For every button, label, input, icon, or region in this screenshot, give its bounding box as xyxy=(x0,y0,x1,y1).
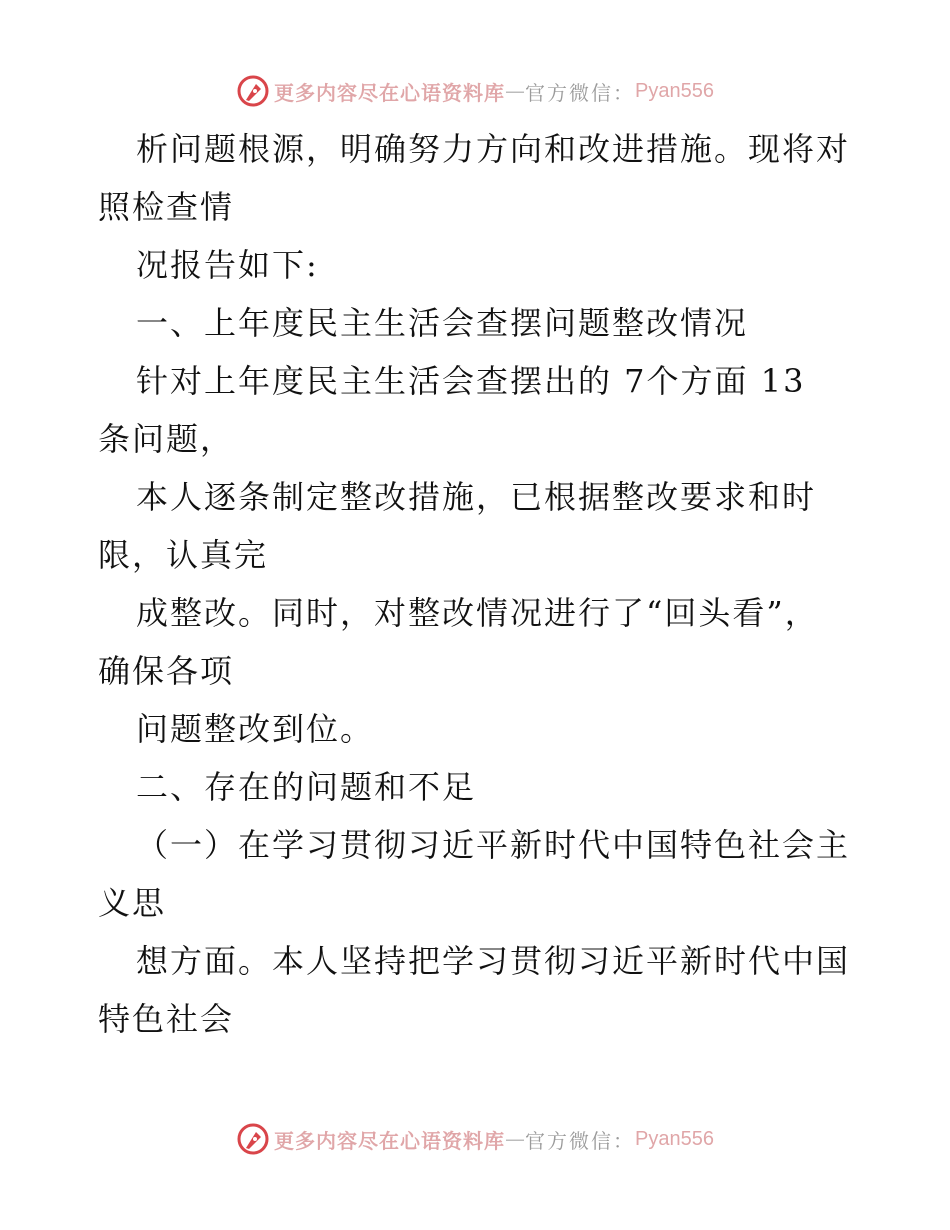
watermark-sub-text: 官方微信： xyxy=(525,80,636,105)
text-line: 本人逐条制定整改措施，已根据整改要求和时 xyxy=(136,478,817,516)
section-heading: 二、存在的问题和不足 xyxy=(136,768,477,806)
text-line: 况报告如下: xyxy=(136,246,319,284)
watermark-dash: — xyxy=(505,79,526,103)
text-line: 针对上年度民主生活会查摆出的 7个方面 13 xyxy=(136,362,806,400)
pen-nib-logo-icon xyxy=(236,1122,270,1156)
text-line: 条问题， xyxy=(98,420,235,458)
watermark-dash: — xyxy=(505,1127,526,1151)
text-line: 想方面。本人坚持把学习贯彻习近平新时代中国 xyxy=(136,942,851,980)
pen-nib-logo-icon xyxy=(236,74,270,108)
text-line: 成整改。同时，对整改情况进行了“回头看”， xyxy=(136,594,819,632)
text-line: 析问题根源，明确努力方向和改进措施。现将对 xyxy=(136,130,851,168)
text-line: 限，认真完 xyxy=(98,536,269,574)
watermark-main-text: 更多内容尽在心语资料库 xyxy=(274,1128,506,1153)
text-line: 照检查情 xyxy=(98,188,235,226)
section-heading: 一、上年度民主生活会查摆问题整改情况 xyxy=(136,304,749,342)
text-line: 问题整改到位。 xyxy=(136,710,375,748)
watermark-id-text: Pyan556 xyxy=(635,79,714,102)
header-watermark xyxy=(0,71,950,111)
text-line: 特色社会 xyxy=(98,1000,235,1038)
text-line: （一）在学习贯彻习近平新时代中国特色社会主 xyxy=(136,826,851,864)
text-line: 确保各项 xyxy=(98,652,235,690)
footer-watermark xyxy=(0,1119,950,1159)
watermark-id-text: Pyan556 xyxy=(635,1127,714,1150)
watermark-main-text: 更多内容尽在心语资料库 xyxy=(274,80,506,105)
text-line: 义思 xyxy=(98,884,167,922)
document-body xyxy=(98,120,858,1048)
watermark-sub-text: 官方微信： xyxy=(525,1128,636,1153)
